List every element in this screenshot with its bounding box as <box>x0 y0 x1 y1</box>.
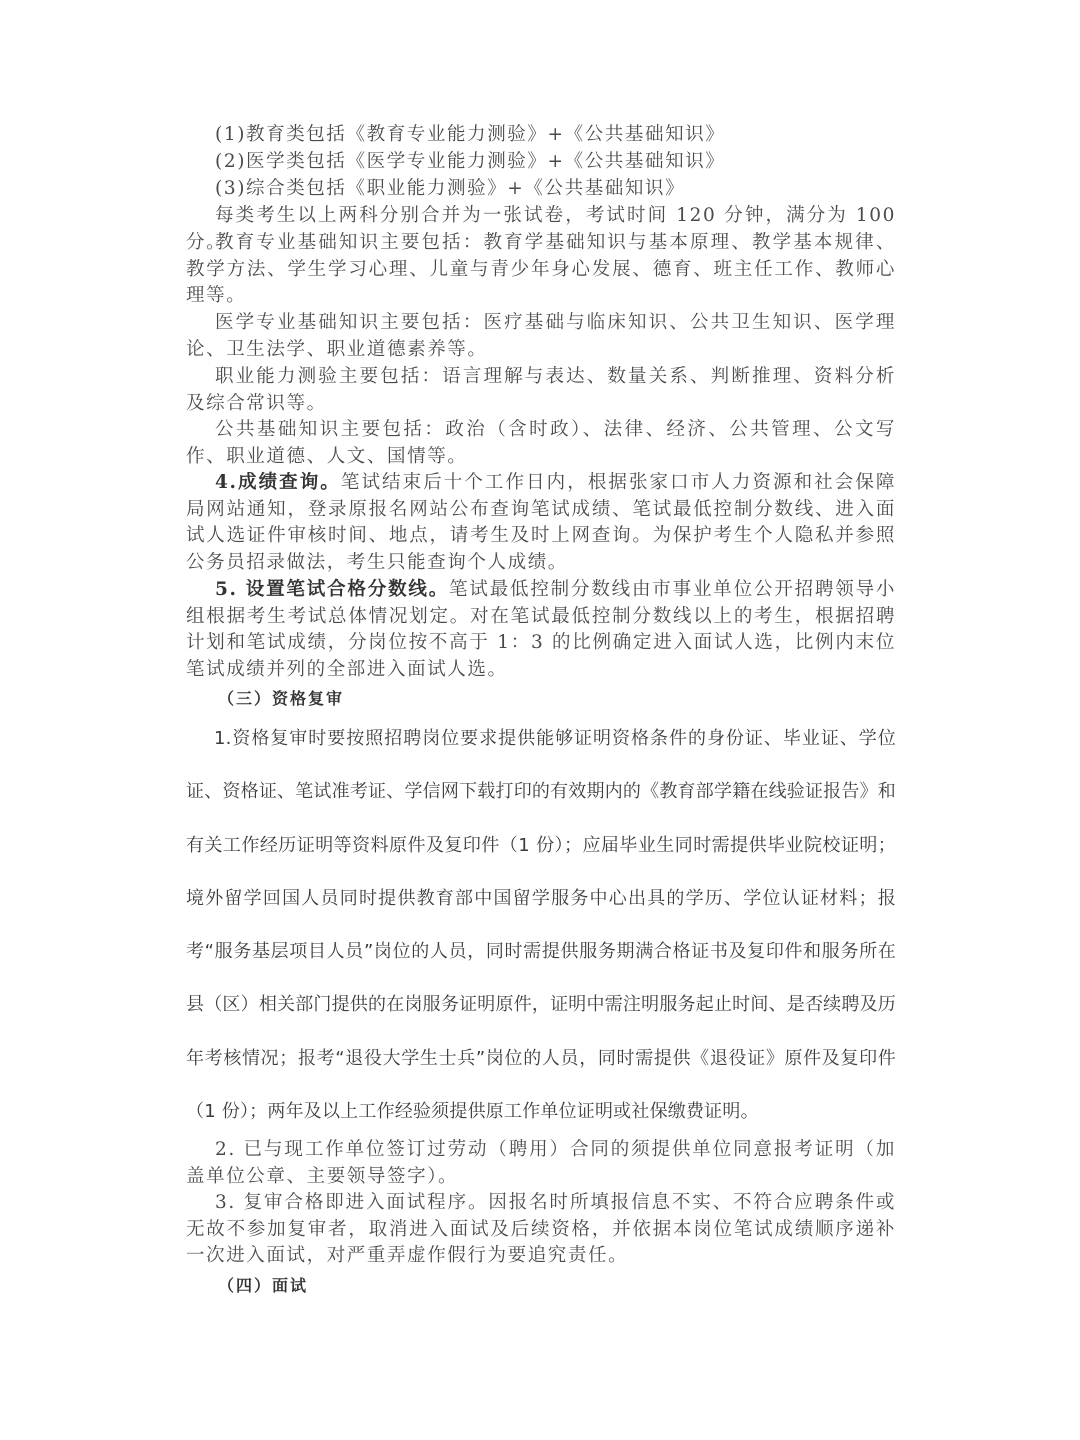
passline-title: 5. 设置笔试合格分数线。 <box>215 579 450 600</box>
review-item-3: 3. 复审合格即进入面试程序。因报名时所填报信息不实、不符合应聘条件或无故不参加复审者，取消进入面试及后续资格，并依据本岗位笔试成绩顺序递补一次进入面试，对严重弄虚作假行为要追究责任。 <box>186 1192 896 1267</box>
exam-item-general: (3)综合类包括《职业能力测验》+《公共基础知识》 <box>215 178 686 199</box>
passline-body: 笔试最低控制分数线由市事业单位公开招聘领导小组根据考生考试总体情况划定。对在笔试最低控制分数线以上的考生，根据招聘计划和笔试成绩，分岗位按不高于 1：3 的比例确定进入面试人选，比例内末位笔试成绩并列的全部进入面试人选。 <box>186 579 896 681</box>
section-3-heading: （三）资格复审 <box>218 689 345 708</box>
edu-basics-paragraph: 教育专业基础知识主要包括：教育学基础知识与基本原理、教学基本规律、教学方法、学生学习心理、儿童与青少年身心发展、德育、班主任工作、教师心理等。 <box>186 232 896 307</box>
review-item-1: 1.资格复审时要按照招聘岗位要求提供能够证明资格条件的身份证、毕业证、学位证、资格证、笔试准考证、学信网下载打印的有效期内的《教育部学籍在线验证报告》和有关工作经历证明等资料原件及复印件（1 份）；应届毕业生同时需提供毕业院校证明；境外留学回国人员同时提供教育部中国留学服务中心出具的学历、学位认证材料；报考“服务基层项目人员”岗位的人员，同时需提供服务期满合格证书及复印件和服务所在县（区）相关部门提供的在岗服务证明原件，证明中需注明服务起止时间、是否续聘及历年考核情况；报考“退役大学生士兵”岗位的人员，同时需提供《退役证》原件及复印件（1 份）；两年及以上工作经验须提供原工作单位证明或社保缴费证明。 <box>186 728 896 1123</box>
review-item-2: 2. 已与现工作单位签订过劳动（聘用）合同的须提供单位同意报考证明（加盖单位公章、主要领导签字）。 <box>186 1139 896 1187</box>
score-query-paragraph <box>186 470 896 577</box>
exam-note: 每类考生以上两科分别合并为一张试卷，考试时间 120 分钟，满分为 100 分。 <box>186 205 896 253</box>
score-query-title: 4.成绩查询。 <box>215 472 341 493</box>
public-basics-paragraph: 公共基础知识主要包括：政治（含时政）、法律、经济、公共管理、公文写作、职业道德、人文、国情等。 <box>186 419 896 467</box>
exam-item-medical: (2)医学类包括《医学专业能力测验》+《公共基础知识》 <box>215 151 726 172</box>
career-test-paragraph: 职业能力测验主要包括：语言理解与表达、数量关系、判断推理、资料分析及综合常识等。 <box>186 366 896 414</box>
exam-item-education: (1)教育类包括《教育专业能力测验》+《公共基础知识》 <box>215 124 726 145</box>
section-4-heading: （四）面试 <box>218 1276 309 1295</box>
med-basics-paragraph: 医学专业基础知识主要包括：医疗基础与临床知识、公共卫生知识、医学理论、卫生法学、职业道德素养等。 <box>186 312 896 360</box>
passline-paragraph <box>186 577 896 684</box>
score-query-body: 笔试结束后十个工作日内，根据张家口市人力资源和社会保障局网站通知，登录原报名网站公布查询笔试成绩、笔试最低控制分数线、进入面试人选证件审核时间、地点，请考生及时上网查询。为保护考生个人隐私并参照公务员招录做法，考生只能查询个人成绩。 <box>186 472 897 574</box>
